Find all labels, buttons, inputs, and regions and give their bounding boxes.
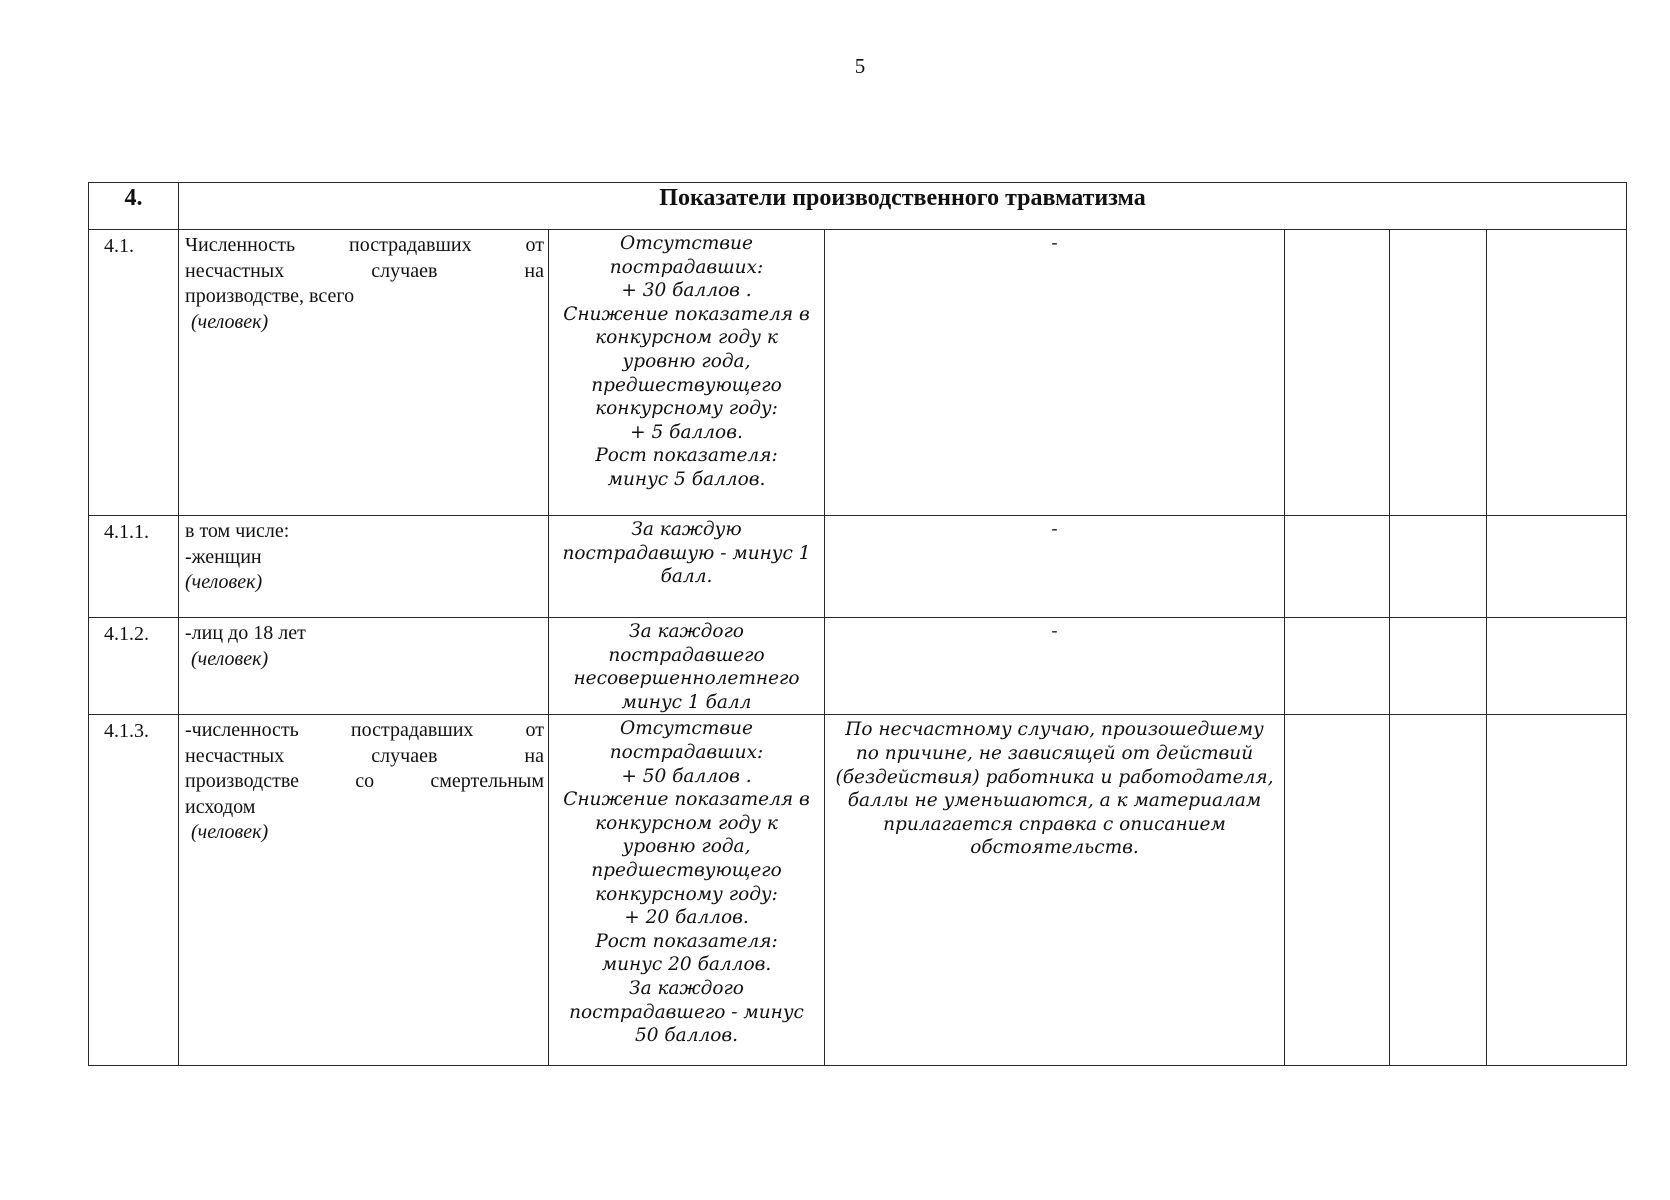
empty-cell (1390, 230, 1487, 516)
scoring-criteria (549, 516, 825, 618)
indicator-name (179, 516, 549, 618)
empty-cell (1285, 230, 1390, 516)
criteria-line: Рост показателя: (595, 930, 778, 952)
unit-label: (человек) (191, 647, 269, 670)
criteria-line: конкурсном году к (595, 327, 778, 349)
criteria-line: + 20 баллов. (624, 907, 749, 929)
name-line: в том числе: (185, 520, 290, 542)
row-number: 4.1.3. (89, 715, 179, 1066)
empty-cell (1390, 618, 1487, 715)
criteria-line: пострадавшего (608, 644, 765, 666)
criteria-line: минус 1 балл (621, 691, 752, 713)
row-number: 4.1.2. (89, 618, 179, 715)
name-line: исходом (185, 795, 256, 818)
criteria-line: конкурсном году к (595, 812, 778, 834)
criteria-line: 50 баллов. (634, 1025, 739, 1047)
criteria-line: пострадавших: (609, 741, 764, 763)
section-title: Показатели производственного травматизма (179, 183, 1627, 230)
name-line: несчастных случаев на (185, 259, 544, 282)
indicator-name (179, 715, 549, 1066)
criteria-line: + 30 баллов . (621, 280, 752, 302)
note-cell: - (825, 516, 1285, 618)
criteria-line: За каждую (631, 519, 742, 540)
scoring-criteria (549, 230, 825, 516)
name-line: несчастных случаев на (185, 744, 544, 767)
criteria-line: предшествующего (591, 374, 782, 396)
section-number: 4. (89, 183, 179, 230)
criteria-line: уровню года, (622, 350, 751, 372)
unit-label: (человек) (191, 310, 269, 333)
note-line: по причине, не зависящей от действий (855, 742, 1254, 764)
row-number: 4.1.1. (89, 516, 179, 618)
table-row (89, 516, 1627, 618)
note-cell: - (825, 230, 1285, 516)
name-line: -численность пострадавших от (185, 719, 544, 742)
criteria-line: предшествующего (591, 859, 782, 881)
empty-cell (1487, 618, 1627, 715)
unit-label: (человек) (191, 821, 269, 844)
name-line: -женщин (185, 545, 262, 568)
criteria-line: + 50 баллов . (621, 765, 752, 787)
criteria-line: минус 20 баллов. (601, 954, 772, 976)
note-line: баллы не уменьшаются, а к материалам (847, 790, 1262, 812)
note-line: (бездействия) работника и работодателя, (835, 766, 1274, 788)
note-line: По несчастному случаю, произошедшему (845, 719, 1264, 741)
criteria-line: Снижение показателя в (563, 303, 810, 325)
criteria-line: + 5 баллов. (630, 421, 743, 443)
name-line: -лиц до 18 лет (185, 622, 306, 644)
note-line: обстоятельств. (970, 837, 1139, 859)
criteria-line: За каждого (629, 621, 744, 642)
row-number: 4.1. (89, 230, 179, 516)
empty-cell (1487, 230, 1627, 516)
criteria-line: конкурсному году: (595, 883, 778, 905)
criteria-line: Отсутствие (620, 718, 753, 740)
indicators-table (88, 182, 1627, 1066)
empty-cell (1487, 715, 1627, 1066)
name-line: производстве со смертельным (185, 770, 544, 793)
unit-label: (человек) (185, 571, 263, 593)
table-row (89, 230, 1627, 516)
criteria-line: минус 5 баллов. (607, 468, 766, 490)
name-line: Численность пострадавших от (185, 234, 544, 256)
page-number: 5 (854, 54, 866, 78)
note-cell: - (825, 618, 1285, 715)
scoring-criteria (549, 618, 825, 715)
name-line: производстве, всего (185, 285, 355, 307)
scoring-criteria (549, 715, 825, 1066)
criteria-line: пострадавшую - минус 1 (562, 542, 811, 564)
criteria-line: Рост показателя: (595, 445, 778, 467)
empty-cell (1390, 715, 1487, 1066)
indicator-name (179, 618, 549, 715)
criteria-line: За каждого (629, 977, 744, 999)
criteria-line: пострадавших: (609, 256, 764, 278)
empty-cell (1285, 715, 1390, 1066)
criteria-line: пострадавшего - минус (569, 1001, 804, 1023)
empty-cell (1390, 516, 1487, 618)
criteria-line: балл. (660, 566, 713, 588)
criteria-line: Снижение показателя в (563, 789, 810, 811)
note-line: прилагается справка с описанием (883, 813, 1226, 835)
criteria-line: конкурсному году: (595, 398, 778, 420)
empty-cell (1285, 618, 1390, 715)
criteria-line: несовершеннолетнего (573, 668, 800, 690)
empty-cell (1285, 516, 1390, 618)
section-header-row (89, 183, 1627, 230)
note-cell (825, 715, 1285, 1066)
empty-cell (1487, 516, 1627, 618)
criteria-line: Отсутствие (620, 233, 753, 254)
table-row (89, 715, 1627, 1066)
indicator-name (179, 230, 549, 516)
table-row (89, 618, 1627, 715)
criteria-line: уровню года, (622, 836, 751, 858)
